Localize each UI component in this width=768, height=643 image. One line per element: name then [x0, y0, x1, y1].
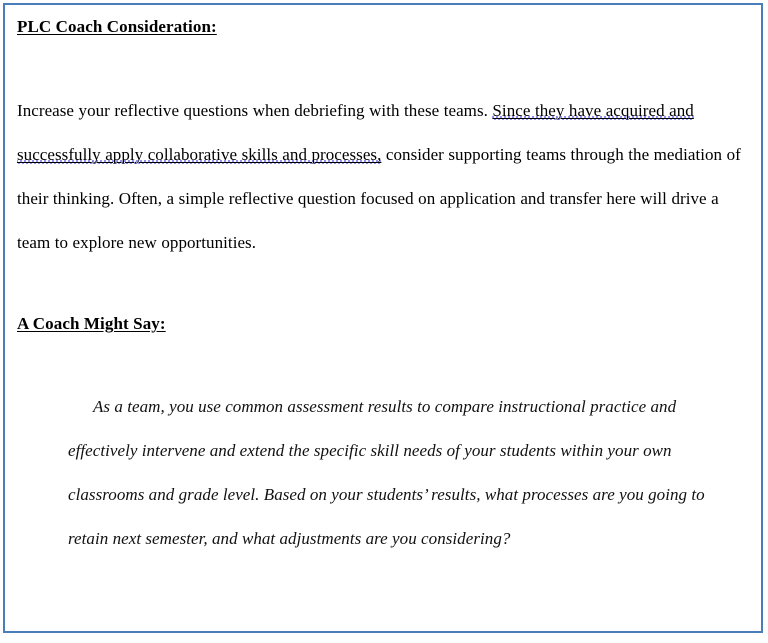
spacer-after-first-heading: [17, 37, 752, 89]
paragraph-plc-coach-consideration: [17, 89, 752, 265]
document-page-frame: [3, 3, 763, 633]
paragraph-tail-text: consider supporting teams through the mediation of their thinking. Often, a simple reflective question focused on application and transfer here will drive a team to explore new opportunities.: [17, 145, 741, 253]
heading-plc-coach-consideration: PLC Coach Consideration:: [17, 17, 217, 36]
heading-a-coach-might-say: A Coach Might Say:: [17, 314, 166, 334]
document-body: [5, 5, 761, 631]
grammar-flagged-underlined-text[interactable]: Since they have acquired and successfully apply collaborative skills and processes,: [17, 101, 694, 175]
heading-row-plc-coach-consideration: [17, 16, 752, 37]
spacer-after-second-heading: [17, 335, 752, 385]
coach-sample-question-quote: As a team, you use common assessment results to compare instructional practice and effectively intervene and extend the specific skill needs of your students within your own classrooms and grade level. Based on your students’ results, what processes are you going to retain next semester, and what adjustments are you considering?: [68, 396, 705, 548]
heading-row-a-coach-might-say: [17, 313, 752, 334]
spacer-before-second-heading: [17, 265, 752, 313]
paragraph-lead-text: Increase your reflective questions when debriefing with these teams.: [17, 101, 493, 121]
